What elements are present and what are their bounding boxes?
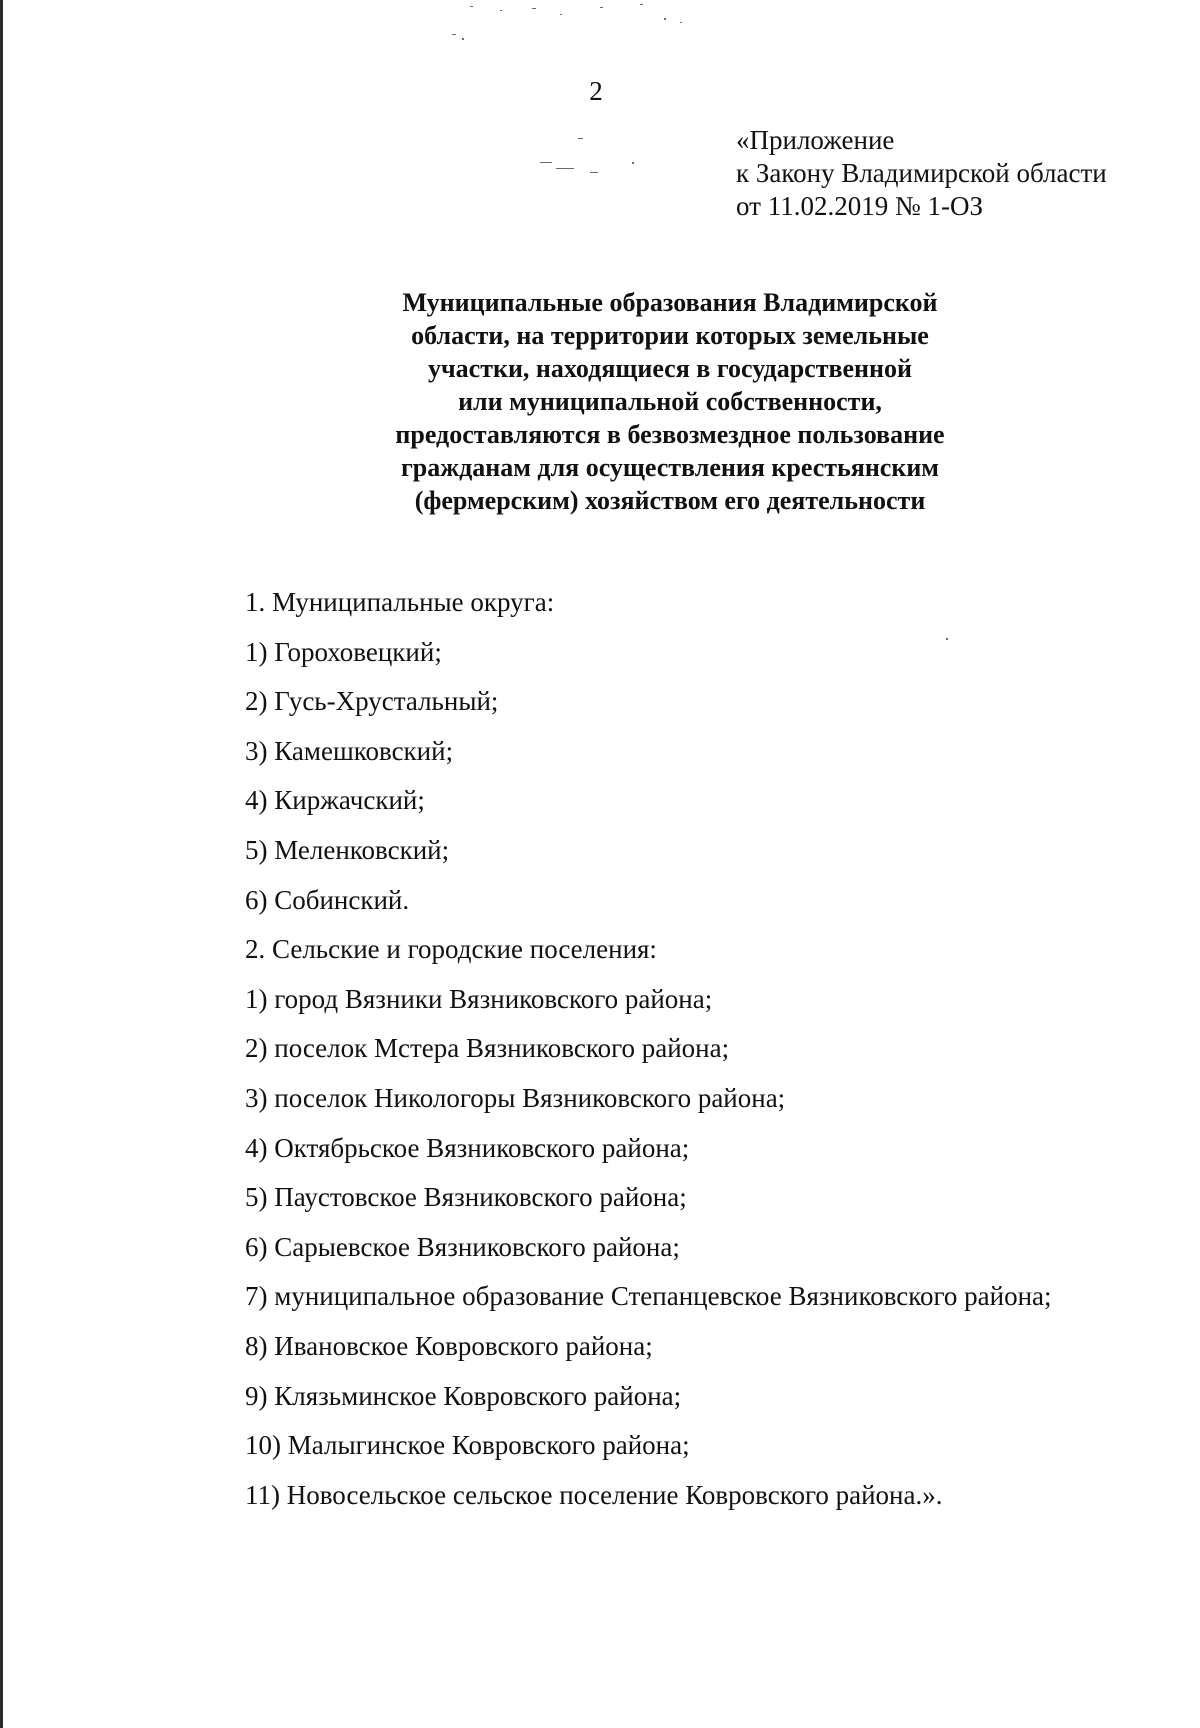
- list-item: 2) поселок Мстера Вязниковского района;: [245, 1033, 730, 1064]
- list-item: 6) Сарыевское Вязниковского района;: [245, 1231, 680, 1262]
- title-line: участки, находящиеся в государственной: [428, 354, 912, 383]
- list-item: 5) Паустовское Вязниковского района;: [245, 1182, 687, 1213]
- section-2-heading: 2. Сельские и городские поселения:: [245, 934, 657, 965]
- page-number: 2: [589, 76, 603, 106]
- municipality-list: [245, 587, 1052, 1529]
- title-line: Муниципальные образования Владимирской: [402, 288, 938, 317]
- document-title: [290, 286, 1050, 517]
- list-item: 2) Гусь-Хрустальный;: [245, 686, 499, 717]
- title-line: предоставляются в безвозмездное пользование: [395, 420, 945, 449]
- list-item: 6) Собинский.: [245, 884, 410, 915]
- list-item: 8) Ивановское Ковровского района;: [245, 1330, 653, 1361]
- list-item: 11) Новосельское сельское поселение Ковровского района.».: [245, 1479, 943, 1510]
- list-item: 1) Гороховецкий;: [245, 636, 442, 667]
- title-line: (фермерским) хозяйством его деятельности: [414, 486, 926, 515]
- appendix-reference: [736, 124, 1107, 223]
- appendix-line-2: к Закону Владимирской области: [736, 158, 1107, 188]
- list-item: 9) Клязьминское Ковровского района;: [245, 1380, 682, 1411]
- appendix-line-1: «Приложение: [736, 125, 895, 155]
- list-item: 1) город Вязники Вязниковского района;: [245, 983, 713, 1014]
- appendix-line-3: от 11.02.2019 № 1-ОЗ: [736, 191, 983, 221]
- section-1-heading: 1. Муниципальные округа:: [245, 587, 555, 617]
- title-line: или муниципальной собственности,: [458, 387, 882, 416]
- title-line: гражданам для осуществления крестьянским: [400, 453, 940, 482]
- page-edge: [0, 0, 3, 1728]
- list-item: 5) Меленковский;: [245, 834, 450, 865]
- list-item: 3) Камешковский;: [245, 735, 454, 766]
- list-item: 3) поселок Никологоры Вязниковского района;: [245, 1082, 786, 1113]
- list-item: 4) Киржачский;: [245, 785, 425, 816]
- list-item: 7) муниципальное образование Степанцевское Вязниковского района;: [245, 1281, 1052, 1312]
- title-line: области, на территории которых земельные: [411, 321, 929, 350]
- list-item: 4) Октябрьское Вязниковского района;: [245, 1132, 690, 1163]
- list-item: 10) Малыгинское Ковровского района;: [245, 1430, 690, 1461]
